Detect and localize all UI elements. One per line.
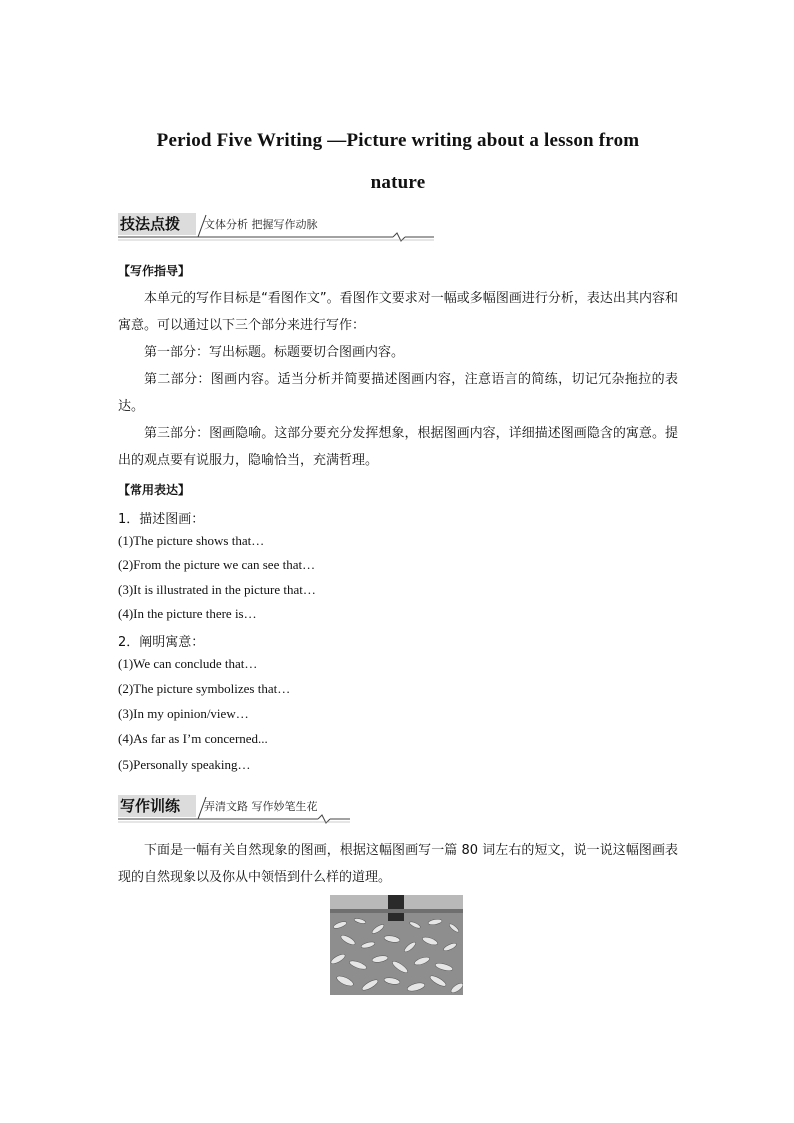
expression-item: (3)It is illustrated in the picture that… bbox=[118, 582, 316, 597]
task-paragraph: 下面是一幅有关自然现象的图画，根据这幅图画写一篇 80 词左右的短文，说一说这幅图画表现的自然现象以及你从中领悟到什么样的道理。 bbox=[118, 843, 678, 885]
section-tag: 技法点拨 bbox=[120, 215, 181, 233]
expression-item: (1)We can conclude that… bbox=[118, 656, 258, 671]
expressions-heading-1: 1．描述图画： bbox=[118, 512, 205, 527]
expression-item: (4)As far as I’m concerned... bbox=[118, 731, 268, 746]
expression-item: (5)Personally speaking… bbox=[118, 757, 251, 772]
expression-item: (3)In my opinion/view… bbox=[118, 706, 249, 721]
expressions-heading-2: 2．阐明寓意： bbox=[118, 635, 205, 650]
title-line-1: Period Five Writing —Picture writing about a lesson from bbox=[156, 130, 640, 151]
expression-item: (1)The picture shows that… bbox=[118, 533, 265, 548]
guide-label: 【写作指导】 bbox=[118, 264, 191, 278]
section-header-technique bbox=[118, 213, 438, 241]
section-subtitle: 弄清文路 写作妙笔生花 bbox=[204, 800, 318, 813]
page-title bbox=[118, 120, 678, 204]
expression-item: (4)In the picture there is… bbox=[118, 606, 257, 621]
title-line-2: nature bbox=[370, 172, 426, 193]
guide-paragraph-4: 第三部分：图画隐喻。这部分要充分发挥想象，根据图画内容，详细描述图画隐含的寓意。提出的观点要有说服力，隐喻恰当，充满哲理。 bbox=[118, 426, 678, 468]
guide-paragraph-3: 第二部分：图画内容。适当分析并简要描述图画内容，注意语言的简练，切记冗杂拖拉的表达。 bbox=[118, 372, 678, 414]
guide-paragraph-2: 第一部分：写出标题。标题要切合图画内容。 bbox=[144, 345, 405, 360]
guide-paragraph-1: 本单元的写作目标是“看图作文”。看图作文要求对一幅或多幅图画进行分析，表达出其内容和寓意。可以通过以下三个部分来进行写作： bbox=[118, 291, 678, 333]
section-subtitle: 文体分析 把握写作动脉 bbox=[204, 218, 318, 231]
section-tag: 写作训练 bbox=[120, 797, 181, 815]
expressions-label: 【常用表达】 bbox=[118, 483, 191, 497]
section-header-practice bbox=[118, 795, 438, 823]
fallen-leaves-illustration bbox=[330, 895, 463, 995]
expression-item: (2)The picture symbolizes that… bbox=[118, 681, 291, 696]
expression-item: (2)From the picture we can see that… bbox=[118, 557, 316, 572]
fallen-leaves-photo bbox=[330, 895, 463, 995]
